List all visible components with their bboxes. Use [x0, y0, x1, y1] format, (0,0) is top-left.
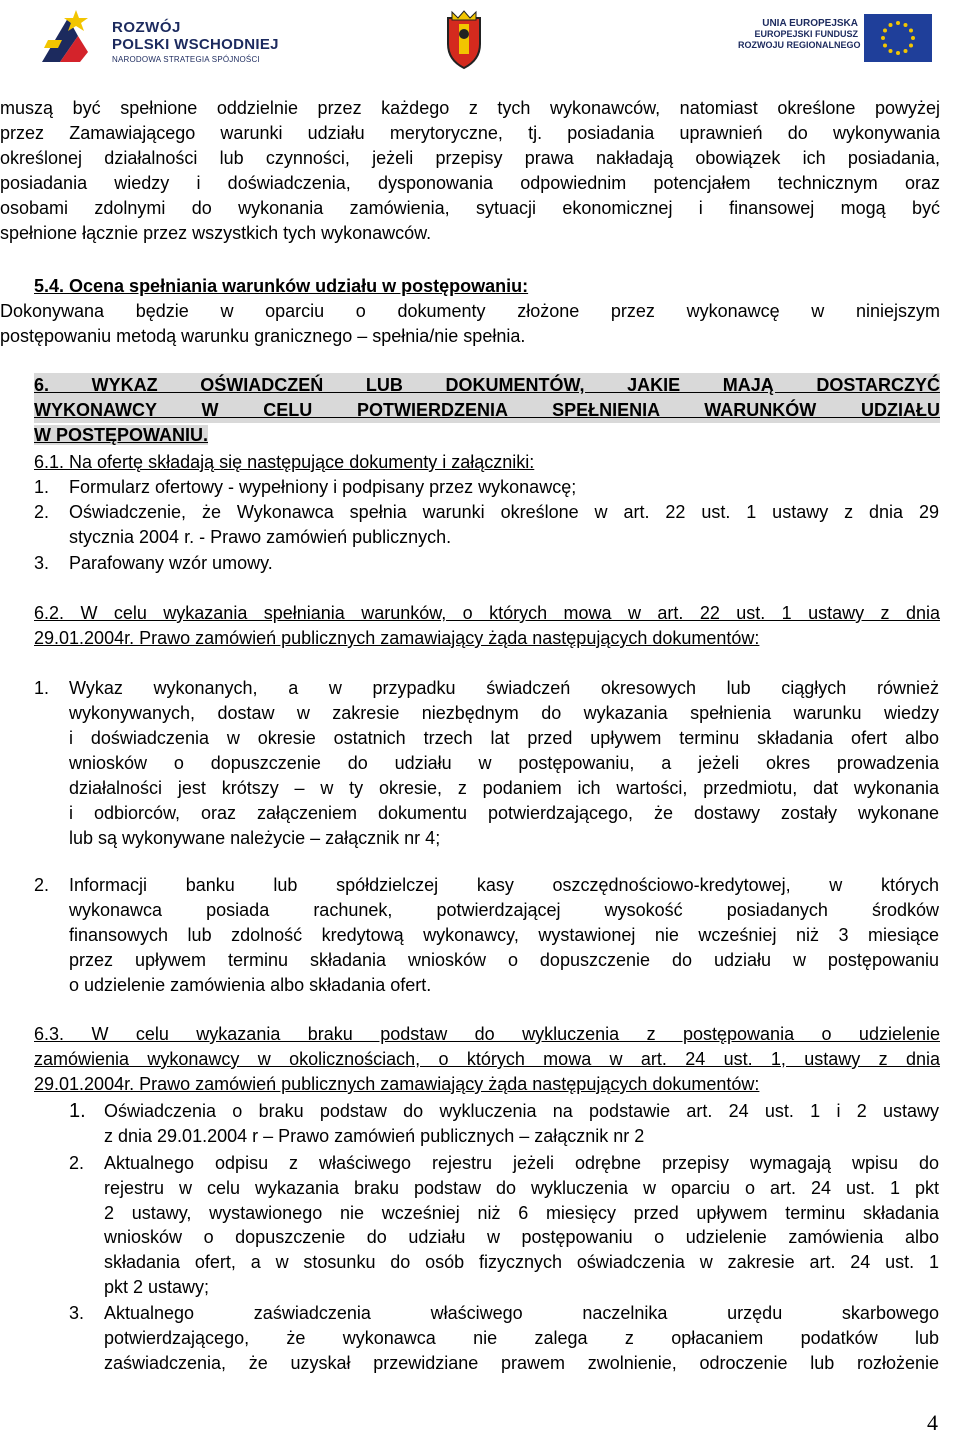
s6-line: W POSTĘPOWANIU.: [34, 425, 209, 445]
eu-star-icon: [904, 49, 908, 53]
intro-line: posiadania wiedzy i doświadczenia, dysponowania odpowiednim potencjałem technicznym oraz: [0, 173, 940, 193]
list-item: stycznia 2004 r. - Prawo zamówień publicznych.: [69, 527, 452, 547]
list-number: 1.: [69, 1100, 86, 1122]
intro-line: przez Zamawiającego warunki udziału merytoryczne, tj. posiadania uprawnień do wykonywania: [0, 123, 940, 143]
section-6-2-heading: [34, 601, 940, 651]
rozwoj-polski-wschodniej-logo: [38, 4, 308, 66]
intro-paragraph: [0, 96, 940, 246]
page-number: 4: [927, 1410, 938, 1435]
list-item: Parafowany wzór umowy.: [69, 553, 273, 573]
list-number: 3.: [34, 553, 50, 573]
list-number: 1.: [34, 477, 50, 497]
eu-line2: EUROPEJSKI FUNDUSZ: [754, 29, 858, 39]
list-item: Oświadczenie, że Wykonawca spełnia warunki określone w art. 22 ust. 1 ustawy z dnia 29: [69, 502, 939, 522]
section-5-4-heading: 5.4. Ocena spełniania warunków udziału w postępowaniu:: [34, 276, 529, 296]
intro-line: osobami zdolnymi do wykonania zamówienia, sytuacji ekonomicznej i finansowej mogą być: [0, 198, 940, 218]
intro-line: określonej działalności lub czynności, jeżeli przepisy prawa nakładają obowiązek ich posiadania,: [0, 148, 940, 168]
list-number: 3.: [69, 1303, 85, 1323]
s6-line: WYKONAWCY W CELU POTWIERDZENIA SPEŁNIENIA WARUNKÓW UDZIAŁU: [34, 398, 940, 423]
list-number: 2.: [34, 502, 50, 522]
section-6-heading: [34, 373, 940, 448]
section-6-1-heading: 6.1. Na ofertę składają się następujące dokumenty i załączniki:: [34, 452, 535, 472]
rps-emblem-icon: [38, 4, 108, 66]
eu-star-icon: [883, 44, 887, 48]
list-number: 1.: [34, 678, 50, 698]
eu-star-icon: [911, 36, 915, 40]
rps-line2: POLSKI WSCHODNIEJ: [112, 36, 279, 53]
eu-line1: UNIA EUROPEJSKA: [762, 18, 858, 29]
section-6-3-heading: [34, 1022, 940, 1097]
eu-line3: ROZWOJU REGIONALNEGO: [738, 40, 861, 50]
eu-star-icon: [896, 21, 900, 25]
eu-flag-icon: [864, 14, 932, 62]
eu-star-icon: [909, 29, 913, 33]
list-number: 2.: [69, 1153, 85, 1173]
s54-line: postępowaniu metodą warunku granicznego – spełnia/nie spełnia.: [0, 326, 526, 346]
s62-line: 6.2. W celu wykazania spełniania warunków, o których mowa w art. 22 ust. 1 ustawy z dnia: [34, 603, 940, 623]
eu-text-block: [738, 18, 861, 51]
s63-line: zamówienia wykonawcy w okolicznościach, o których mowa w art. 24 ust. 1, ustawy z dnia: [34, 1049, 940, 1069]
eu-star-icon: [881, 36, 885, 40]
list-item: Aktualnego odpisu z właściwego rejestru jeżeli odrębne przepisy wymagają wpisu do rejestru w celu wykazania braku podstaw do wykluczenia w oparciu o art. 24 ust. 1 pkt 2 ustawy, wystawionego nie wcześniej niż 6 miesięcy przed upływem terminu składania wniosków o dopuszczenie do udziału w postępowaniu o udzielenie zamówienia albo składania ofert, a w stosunku do osób fizycznych oświadczenia w zakresie art. 24 ust. 1 pkt 2 ustawy;: [104, 1153, 939, 1297]
s63-line: 29.01.2004r. Prawo zamówień publicznych zamawiający żąda następujących dokumentów:: [34, 1074, 760, 1094]
eu-star-icon: [904, 23, 908, 27]
list-item: Informacji banku lub spółdzielczej kasy oszczędnościowo-kredytowej, w których wykonawca posiada rachunek, potwierdzającej wysokość posiadanych środków finansowych lub zdolność kredytową wykonawcy, wystawionej nie wcześniej niż 3 miesiące przez upływem terminu składania wniosków o dopuszczenie do udziału w postępowaniu o udzielenie zamówienia albo składania ofert.: [69, 875, 939, 995]
intro-line: spełnione łącznie przez wszystkich tych wykonawców.: [0, 223, 432, 243]
eu-star-icon: [889, 49, 893, 53]
list-item: Aktualnego zaświadczenia właściwego naczelnika urzędu skarbowego potwierdzającego, że wykonawca nie zalega z opłacaniem podatków lub zaświadczenia, że uzyskał przewidziane prawem zwolnienie, odroczenie lub rozłożenie: [104, 1303, 939, 1373]
page-header: [0, 0, 960, 80]
s6-line: 6. WYKAZ OŚWIADCZEŃ LUB DOKUMENTÓW, JAKIE MAJĄ DOSTARCZYĆ: [34, 373, 940, 398]
section-5-4-body: [0, 299, 940, 349]
s62-line: 29.01.2004r. Prawo zamówień publicznych zamawiający żąda następujących dokumentów:: [34, 628, 760, 648]
eu-star-icon: [883, 29, 887, 33]
eu-star-icon: [909, 44, 913, 48]
s54-line: Dokonywana będzie w oparciu o dokumenty złożone przez wykonawcę w niniejszym: [0, 301, 940, 321]
rps-line1: ROZWÓJ: [112, 19, 181, 36]
eu-star-icon: [889, 23, 893, 27]
eu-star-icon: [896, 51, 900, 55]
intro-line: muszą być spełnione oddzielnie przez każdego z tych wykonawców, natomiast określone powyżej: [0, 98, 940, 118]
rps-line3: NARODOWA STRATEGIA SPÓJNOŚCI: [112, 55, 260, 64]
s63-line: 6.3. W celu wykazania braku podstaw do wykluczenia z postępowania o udzielenie: [34, 1024, 940, 1044]
list-item: Formularz ofertowy - wypełniony i podpisany przez wykonawcę;: [69, 477, 577, 497]
list-item: Oświadczenia o braku podstaw do wykluczenia na podstawie art. 24 ust. 1 i 2 ustawy z dnia 29.01.2004 r – Prawo zamówień publicznych – załącznik nr 2: [104, 1101, 939, 1146]
list-number: 2.: [34, 875, 50, 895]
list-item: Wykaz wykonanych, a w przypadku świadczeń okresowych lub ciągłych również wykonywanych, dostaw w zakresie niezbędnym do wykazania spełnienia warunku wiedzy i doświadczenia w okresie ostatnich trzech lat przed upływem terminu składania ofert albo wniosków o dopuszczenie do udziału w postępowaniu, a jeżeli okres prowadzenia działalności jest krótszy – w ty okresie, z podaniem ich wartości, przedmiotu, dat wykonania i odbiorców, oraz załączeniem dokumentu potwierdzającego, że dostawy zostały wykonane lub są wykonywane należycie – załącznik nr 4;: [69, 678, 939, 848]
city-crest-icon: [444, 10, 484, 70]
